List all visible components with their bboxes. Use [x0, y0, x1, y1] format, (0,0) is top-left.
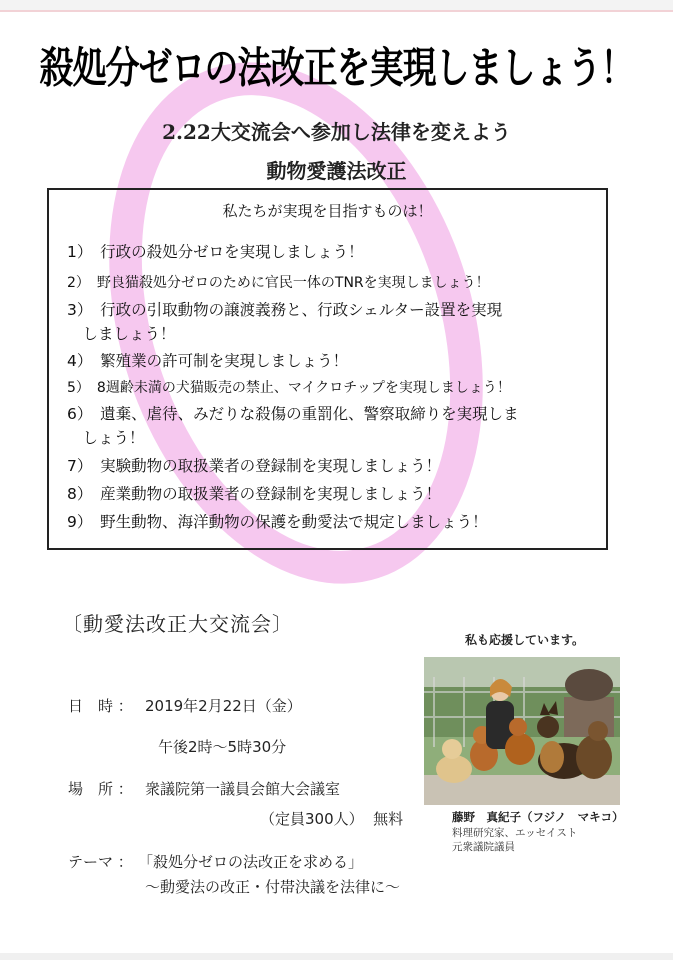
place-value: 衆議院第一議員会館大会議室 [145, 780, 341, 798]
goal-item: 6） 遺棄、虐待、みだりな殺傷の重罰化、警察取締りを実現しま [67, 405, 519, 423]
supporter-photo [424, 657, 620, 805]
subtitle-law: 動物愛護法改正 [266, 159, 407, 183]
theme-label: テーマ ： [68, 853, 133, 871]
place-label: 場 所 ： [68, 780, 133, 798]
goal-item-continued: しましょう！ [67, 325, 176, 343]
goals-box [47, 188, 608, 550]
date-label: 日 時 ： [68, 697, 133, 715]
goal-item: 1） 行政の殺処分ゼロを実現しましょう！ [67, 243, 364, 261]
goal-item: 7） 実験動物の取扱業者の登録制を実現しましょう！ [67, 457, 442, 475]
goals-heading: 私たちが実現を目指すものは！ [222, 202, 433, 220]
goal-item: 9） 野生動物、海洋動物の保護を動愛法で規定しましょう！ [67, 513, 488, 531]
goal-item-continued: しょう！ [67, 429, 145, 447]
top-band [0, 0, 673, 12]
subtitle: 2.22大交流会へ参加し法律を変えよう [162, 120, 511, 144]
main-title: 殺処分ゼロの法改正を実現しましょう！ [39, 43, 634, 94]
capacity-note: （定員300人） 無料 [260, 810, 404, 828]
support-caption: 私も応援しています。 [465, 633, 585, 647]
time-value: 午後2時～5時30分 [158, 738, 287, 756]
goal-item: 4） 繁殖業の許可制を実現しましょう！ [67, 352, 349, 370]
theme-value: 「殺処分ゼロの法改正を求める」 [138, 853, 364, 871]
supporter-title: 元衆議院議員 [452, 841, 515, 853]
supporter-name: 藤野 真紀子（フジノ マキコ） [452, 810, 624, 824]
goal-item: 5） 8週齢未満の犬猫販売の禁止、マイクロチップを実現しましょう！ [67, 380, 511, 396]
goal-item: 3） 行政の引取動物の譲渡義務と、行政シェルター設置を実現 [67, 301, 503, 319]
date-value: 2019年2月22日（金） [145, 697, 302, 715]
theme-subtitle: ～動愛法の改正・付帯決議を法律に～ [145, 878, 401, 896]
bottom-band [0, 953, 673, 960]
goal-item: 2） 野良猫殺処分ゼロのために官民一体のTNRを実現しましょう！ [67, 275, 490, 291]
goal-item: 8） 産業動物の取扱業者の登録制を実現しましょう！ [67, 485, 442, 503]
supporter-title: 料理研究家、エッセイスト [452, 827, 578, 839]
event-title: 〔動愛法改正大交流会〕 [62, 612, 293, 636]
